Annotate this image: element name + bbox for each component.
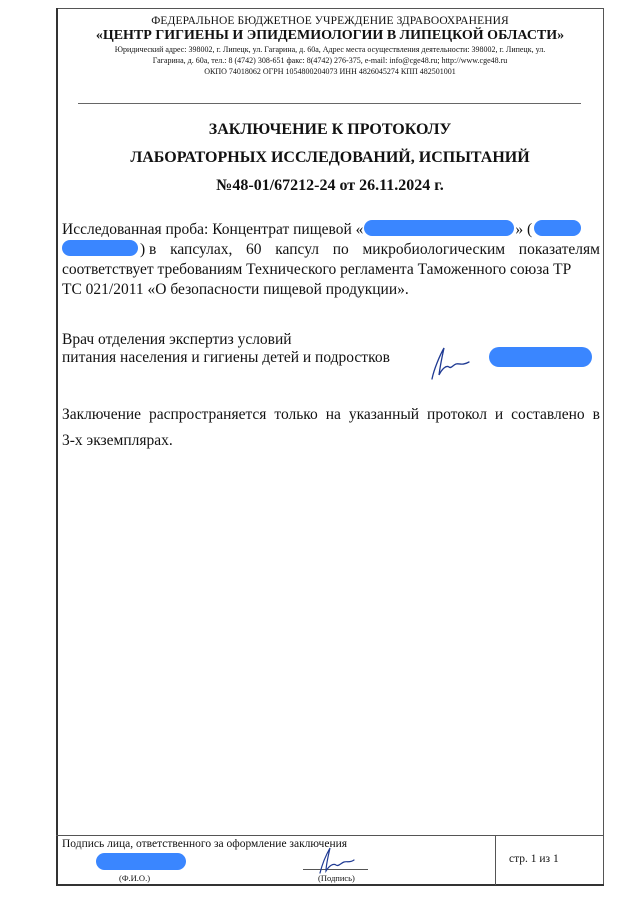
sample-word: 60 (246, 241, 262, 258)
note-word: Заключение (62, 406, 142, 423)
letterhead (62, 14, 598, 77)
footer-signature-icon (312, 845, 356, 875)
sample-word: показателям (518, 241, 600, 258)
redacted-product-detail (534, 220, 581, 236)
sample-word: капсулах, (170, 241, 233, 258)
sample-paragraph (62, 220, 600, 300)
document-title-line-2: ЛАБОРАТОРНЫХ ИССЛЕДОВАНИЙ, ИСПЫТАНИЙ (130, 149, 530, 166)
doctor-title-line-2: питания населения и гигиены детей и подростков (62, 349, 390, 366)
letterhead-registry: ОКПО 74018062 ОГРН 1054800204073 ИНН 4826045274 КПП 482501001 (204, 67, 456, 76)
letterhead-organization: «ЦЕНТР ГИГИЕНЫ И ЭПИДЕМИОЛОГИИ В ЛИПЕЦКОЙ ОБЛАСТИ» (95, 28, 565, 43)
letterhead-address-1: Юридический адрес: 398002, г. Липецк, ул. Гагарина, д. 60а, Адрес места осуществления деятельности: 398002, г. Липецк, ул. (114, 45, 546, 54)
frame-top-border (56, 8, 604, 9)
sample-word: микробиологическим (362, 241, 506, 258)
footer-signature-label: (Подпись) (318, 873, 355, 883)
sample-line-2 (62, 240, 600, 260)
redacted-product-name (364, 220, 514, 236)
redacted-product-detail-cont (62, 240, 138, 256)
sample-word: по (332, 241, 349, 258)
note-line-2: 3-х экземплярах. (62, 432, 173, 449)
sample-line-1-prefix: Исследованная проба: Концентрат пищевой « (62, 221, 364, 238)
footer-responsible-label: Подпись лица, ответственного за оформление заключения (62, 838, 348, 850)
sample-line-3: соответствует требованиям Технического регламента Таможенного союза ТР (62, 261, 572, 278)
frame-left-border (56, 8, 58, 886)
page-number: стр. 1 из 1 (509, 853, 559, 865)
note-word: на (325, 406, 341, 423)
letterhead-divider (78, 103, 581, 104)
footer-column-divider (495, 835, 496, 885)
doctor-signature-icon (422, 345, 474, 381)
letterhead-address-2: Гагарина, д. 60а, тел.: 8 (4742) 308-651 факс: 8(4742) 276-375, e-mail: info@cge48.ru; http://www.cge48.ru (152, 56, 508, 65)
sample-line-1 (62, 220, 600, 240)
redacted-responsible-name (96, 853, 186, 870)
sample-word: капсул (275, 241, 320, 258)
letterhead-line-1: ФЕДЕРАЛЬНОЕ БЮДЖЕТНОЕ УЧРЕЖДЕНИЕ ЗДРАВООХРАНЕНИЯ (151, 15, 509, 27)
footer-divider (56, 835, 604, 836)
note-word: указанный (348, 406, 420, 423)
sample-word: ) в (140, 241, 157, 258)
note-line-1 (62, 402, 600, 428)
note-word: распространяется (148, 406, 267, 423)
footer-fio-label: (Ф.И.О.) (119, 873, 151, 883)
note-word: составлено (511, 406, 585, 423)
sample-line-4: ТС 021/2011 «О безопасности пищевой продукции». (62, 281, 409, 298)
note-word: и (494, 406, 504, 423)
redacted-doctor-name (489, 347, 592, 367)
note-word: только (274, 406, 318, 423)
document-title-line-1: ЗАКЛЮЧЕНИЕ К ПРОТОКОЛУ (208, 121, 452, 138)
sample-line-1-mid: » ( (515, 221, 533, 238)
note-word: протокол (427, 406, 487, 423)
document-number: №48-01/67212-24 от 26.11.2024 г. (216, 177, 444, 194)
sample-line-2-start (62, 240, 156, 260)
note-paragraph (62, 402, 600, 454)
frame-right-border (603, 8, 604, 886)
frame-bottom-border (56, 884, 604, 886)
note-word: в (592, 406, 600, 423)
doctor-title-line-1: Врач отделения экспертиз условий (62, 331, 292, 348)
